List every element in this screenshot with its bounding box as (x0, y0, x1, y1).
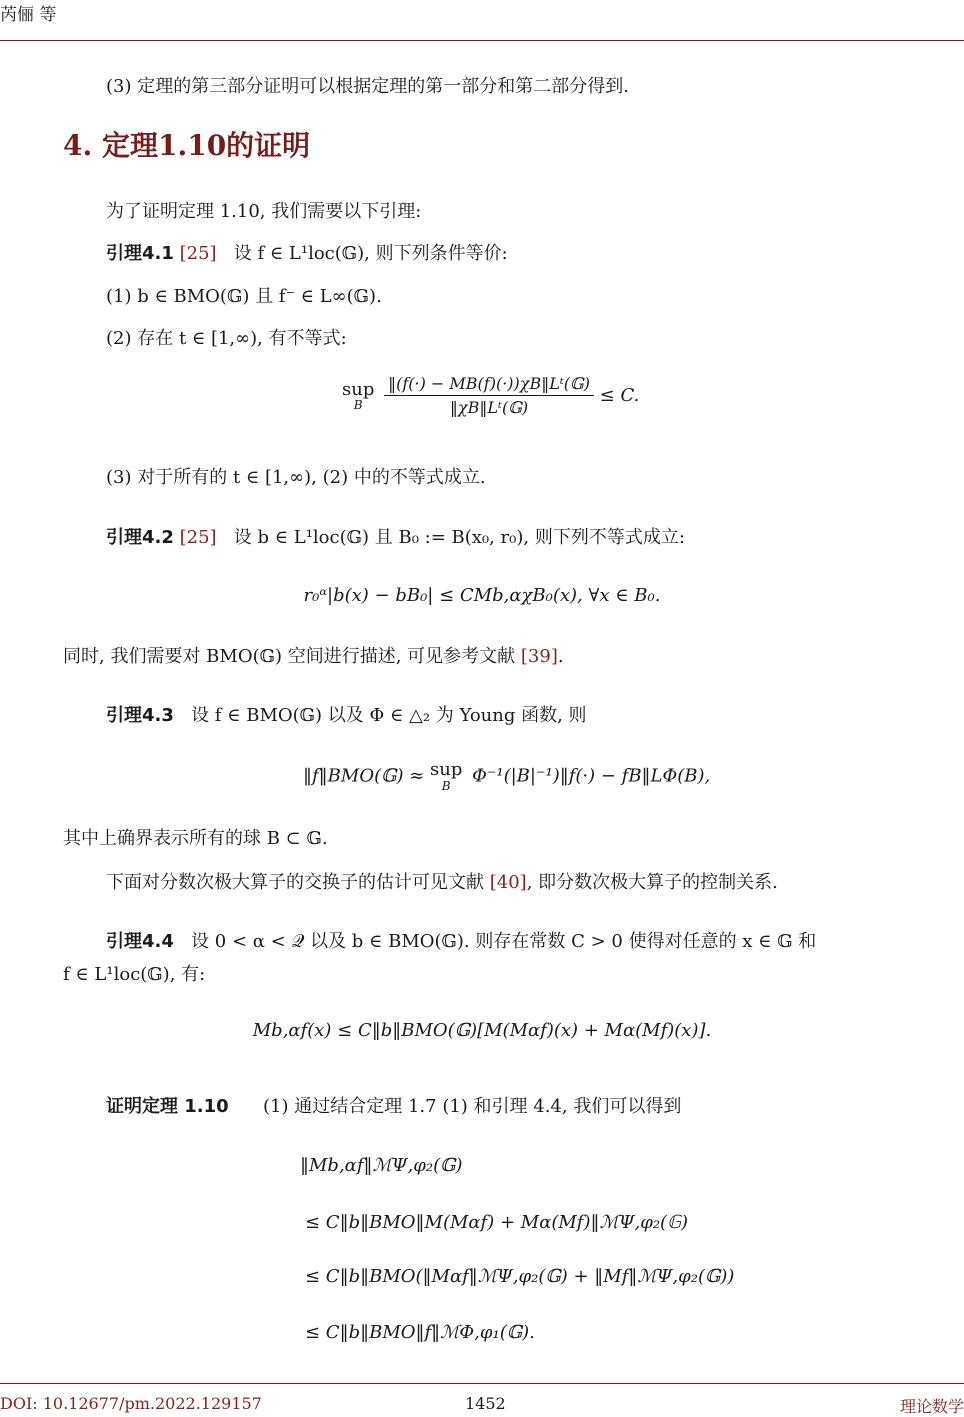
journal-name: 理论数学 (899, 1397, 964, 1416)
condition-1: (1) b ∈ BMO(𝔾) 且 f⁻ ∈ L∞(𝔾). (106, 286, 382, 307)
lemma-label: 引理4.2 (106, 527, 174, 548)
lemma-4-4 (106, 929, 816, 954)
proof-label: 证明定理 1.10 (106, 1096, 229, 1117)
lemma-4-2 (106, 525, 685, 550)
chain-line-2: ≤ C‖b‖BMO‖M(Mαf) + Mα(Mf)‖ℳΨ,φ₂(𝔾) (305, 1212, 689, 1233)
chain-line-1: ‖Mb,αf‖ℳΨ,φ₂(𝔾) (300, 1155, 463, 1176)
doi-link[interactable]: DOI: 10.12677/pm.2022.129157 (0, 1394, 262, 1413)
citation-link[interactable]: [40] (489, 872, 527, 893)
footer-rule (0, 1383, 964, 1384)
sup-operator: sup B (430, 759, 463, 793)
bmo-description: 同时, 我们需要对 BMO(𝔾) 空间进行描述, 可见参考文献 [39]. (63, 646, 564, 667)
lemma-statement: 设 f ∈ BMO(𝔾) 以及 Φ ∈ △₂ 为 Young 函数, 则 (191, 705, 587, 726)
commutator-intro: 下面对分数次极大算子的交换子的估计可见文献 [40], 即分数次极大算子的控制关系. (106, 872, 778, 893)
proof-start (106, 1094, 681, 1119)
running-head: 芮俪 等 (0, 5, 57, 25)
section-title: 4. 定理1.10的证明 (63, 129, 311, 162)
supremum-note: 其中上确界表示所有的球 B ⊂ 𝔾. (63, 828, 328, 849)
lemma-statement: 设 b ∈ L¹loc(𝔾) 且 B₀ := B(x₀, r₀), 则下列不等式成立: (233, 527, 685, 548)
citation-link[interactable]: [39] (520, 646, 558, 667)
equation-rhs: ≤ C. (599, 385, 640, 406)
lemma-label: 引理4.4 (106, 931, 174, 952)
lemma-4-1 (106, 241, 508, 266)
fraction (384, 374, 594, 417)
lemma-label: 引理4.1 (106, 243, 174, 264)
proof-text: (1) 通过结合定理 1.7 (1) 和引理 4.4, 我们可以得到 (263, 1096, 682, 1117)
equation-1 (342, 374, 639, 417)
citation-link[interactable]: [25] (179, 243, 217, 264)
citation-link[interactable]: [25] (179, 527, 217, 548)
chain-line-4: ≤ C‖b‖BMO‖f‖ℳΦ,φ₁(𝔾). (305, 1322, 535, 1343)
numerator: ‖(f(·) − MB(f)(·))χB‖Lᵗ(𝔾) (384, 374, 594, 396)
equation-2: r₀ᵅ|b(x) − bB₀| ≤ CMb,αχB₀(x), ∀x ∈ B₀. (303, 585, 661, 606)
condition-3: (3) 对于所有的 t ∈ [1,∞), (2) 中的不等式成立. (106, 467, 486, 488)
intro-line: 为了证明定理 1.10, 我们需要以下引理: (106, 201, 422, 222)
lemma-4-4-cont: f ∈ L¹loc(𝔾), 有: (63, 964, 206, 985)
part3-line: (3) 定理的第三部分证明可以根据定理的第一部分和第二部分得到. (106, 76, 629, 97)
denominator: ‖χB‖Lᵗ(𝔾) (449, 398, 529, 417)
lemma-4-3 (106, 703, 587, 728)
lemma-statement: 设 f ∈ L¹loc(𝔾), 则下列条件等价: (233, 243, 508, 264)
equation-4: Mb,αf(x) ≤ C‖b‖BMO(𝔾)[M(Mαf)(x) + Mα(Mf)(x)]. (252, 1020, 712, 1041)
lemma-label: 引理4.3 (106, 705, 174, 726)
chain-line-3: ≤ C‖b‖BMO(‖Mαf‖ℳΨ,φ₂(𝔾) + ‖Mf‖ℳΨ,φ₂(𝔾)) (305, 1266, 735, 1287)
page-number: 1452 (465, 1394, 506, 1413)
lemma-statement: 设 0 < α < 𝒬 以及 b ∈ BMO(𝔾). 则存在常数 C > 0 使得对任意的 x ∈ 𝔾 和 (191, 931, 817, 952)
header-rule (0, 40, 964, 41)
condition-2: (2) 存在 t ∈ [1,∞), 有不等式: (106, 328, 347, 349)
equation-3: ‖f‖BMO(𝔾) ≈ sup B Φ⁻¹(|B|⁻¹)‖f(·) − fB‖LΦ(B), (303, 759, 711, 793)
sup-operator: sup B (342, 378, 375, 413)
